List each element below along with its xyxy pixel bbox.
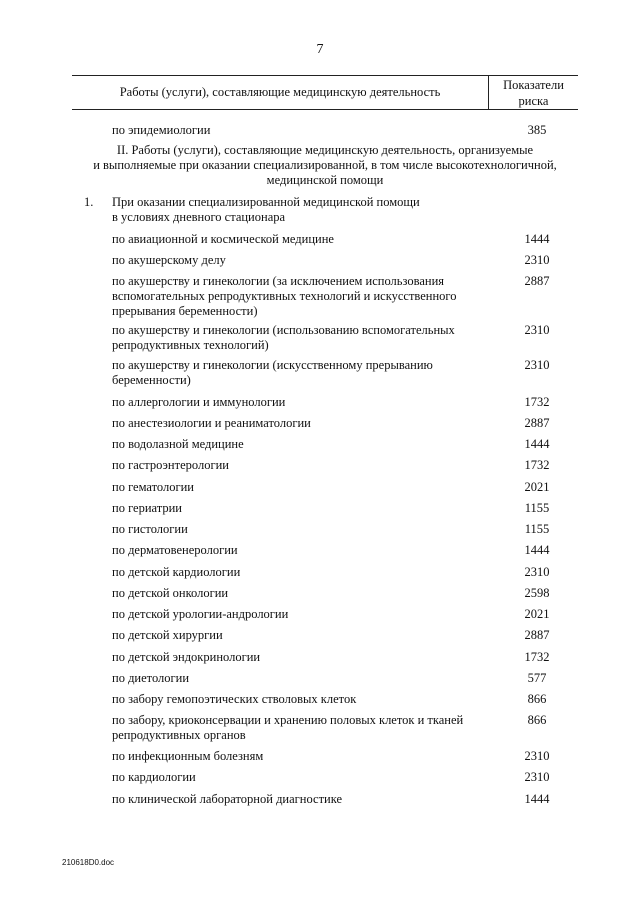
section-heading-line2: и выполняемые при оказании специализированной, в том числе высокотехнологичной, bbox=[93, 158, 557, 172]
row-value: 1444 bbox=[524, 792, 550, 806]
row-value: 2021 bbox=[524, 480, 550, 494]
row-value: 1155 bbox=[524, 522, 550, 536]
row-label bbox=[112, 671, 502, 686]
section-heading-line1: II. Работы (услуги), составляющие медицинскую деятельность, организуемые bbox=[116, 143, 534, 157]
row-label-line: прерывания беременности) bbox=[112, 304, 258, 318]
row-value: 2310 bbox=[524, 253, 550, 267]
row-value: 1444 bbox=[524, 543, 550, 557]
row-value: 2310 bbox=[524, 358, 550, 372]
row-label-line: по детской хирургии bbox=[112, 628, 223, 642]
section-heading bbox=[70, 143, 580, 188]
header-works-label: Работы (услуги), составляющие медицинскую деятельность bbox=[119, 85, 441, 99]
row-value: 2887 bbox=[524, 628, 550, 642]
table-header bbox=[72, 75, 578, 110]
row-label: по эпидемиологии bbox=[112, 123, 211, 137]
header-risk-column bbox=[489, 77, 578, 109]
row-label-line: по гистологии bbox=[112, 522, 188, 536]
row-label bbox=[112, 650, 502, 665]
row-label bbox=[112, 628, 502, 643]
row-label bbox=[112, 749, 502, 764]
row-value: 1444 bbox=[524, 437, 550, 451]
row-label bbox=[112, 522, 502, 537]
row-label bbox=[112, 437, 502, 452]
row-value: 2310 bbox=[524, 565, 550, 579]
row-label bbox=[112, 480, 502, 495]
row-label-line: по клинической лабораторной диагностике bbox=[112, 792, 343, 806]
row-label-line: по акушерству и гинекологии (за исключением использования bbox=[112, 274, 445, 288]
row-label-line: по акушерству и гинекологии (использованию вспомогательных bbox=[112, 323, 455, 337]
row-value: 1732 bbox=[524, 650, 550, 664]
row-label-line: по диетологии bbox=[112, 671, 190, 685]
row-value: 385 bbox=[527, 123, 547, 137]
row-label bbox=[112, 274, 502, 319]
row-label-line: по гериатрии bbox=[112, 501, 182, 515]
row-label-line: по анестезиологии и реаниматологии bbox=[112, 416, 311, 430]
row-value: 1155 bbox=[524, 501, 550, 515]
row-label bbox=[112, 232, 502, 247]
row-label bbox=[112, 323, 502, 353]
item-heading-line2: в условиях дневного стационара bbox=[112, 210, 286, 224]
row-label-line: по гастроэнтерологии bbox=[112, 458, 229, 472]
row-label bbox=[112, 416, 502, 431]
item-heading-line1: При оказании специализированной медицинской помощи bbox=[112, 195, 420, 209]
row-label-line: по дерматовенерологии bbox=[112, 543, 238, 557]
row-label-line: по гематологии bbox=[112, 480, 195, 494]
row-label bbox=[112, 253, 502, 268]
row-value: 866 bbox=[527, 713, 547, 727]
row-value: 1444 bbox=[524, 232, 550, 246]
row-value: 2887 bbox=[524, 274, 550, 288]
row-label-line: вспомогательных репродуктивных технологий и искусственного bbox=[112, 289, 457, 303]
row-label-line: по детской кардиологии bbox=[112, 565, 241, 579]
header-risk-line2: риска bbox=[518, 94, 549, 108]
row-label bbox=[112, 607, 502, 622]
row-label bbox=[112, 395, 502, 410]
row-value: 2598 bbox=[524, 586, 550, 600]
row-label bbox=[112, 586, 502, 601]
row-label bbox=[112, 770, 502, 785]
header-works-column bbox=[72, 76, 488, 109]
section-heading-line3: медицинской помощи bbox=[266, 173, 384, 187]
row-label-line: по водолазной медицине bbox=[112, 437, 244, 451]
item-heading-label bbox=[112, 195, 502, 225]
row-label-line: беременности) bbox=[112, 373, 191, 387]
row-value: 2887 bbox=[524, 416, 550, 430]
row-value: 2310 bbox=[524, 323, 550, 337]
row-label bbox=[112, 358, 502, 388]
row-label-line: по забору, криоконсервации и хранению половых клеток и тканей bbox=[112, 713, 464, 727]
row-label bbox=[112, 501, 502, 516]
row-label-line: по авиационной и космической медицине bbox=[112, 232, 334, 246]
header-risk-line1: Показатели bbox=[503, 78, 564, 92]
row-value: 577 bbox=[527, 671, 547, 685]
row-value: 2310 bbox=[524, 749, 550, 763]
row-value: 1732 bbox=[524, 395, 550, 409]
row-label bbox=[112, 543, 502, 558]
row-label-line: по детской эндокринологии bbox=[112, 650, 261, 664]
item-number: 1. bbox=[84, 195, 94, 209]
row-label bbox=[112, 792, 502, 807]
row-label-line: по инфекционным болезням bbox=[112, 749, 264, 763]
row-value: 866 bbox=[527, 692, 547, 706]
row-value: 2021 bbox=[524, 607, 550, 621]
row-label-line: по забору гемопоэтических стволовых клеток bbox=[112, 692, 357, 706]
row-label-line: по детской урологии-андрологии bbox=[112, 607, 289, 621]
row-label-line: по акушерству и гинекологии (искусственному прерыванию bbox=[112, 358, 433, 372]
row-label bbox=[112, 713, 502, 743]
row-label-line: по аллергологии и иммунологии bbox=[112, 395, 286, 409]
row-label-line: репродуктивных технологий) bbox=[112, 338, 269, 352]
row-label-line: репродуктивных органов bbox=[112, 728, 246, 742]
row-label-line: по акушерскому делу bbox=[112, 253, 226, 267]
row-label bbox=[112, 692, 502, 707]
row-value: 2310 bbox=[524, 770, 550, 784]
row-value: 1732 bbox=[524, 458, 550, 472]
row-label bbox=[112, 458, 502, 473]
page-number: 7 bbox=[316, 42, 324, 57]
row-label-line: по детской онкологии bbox=[112, 586, 229, 600]
document-filename: 210618D0.doc bbox=[62, 858, 115, 867]
row-label bbox=[112, 565, 502, 580]
row-label-line: по кардиологии bbox=[112, 770, 196, 784]
